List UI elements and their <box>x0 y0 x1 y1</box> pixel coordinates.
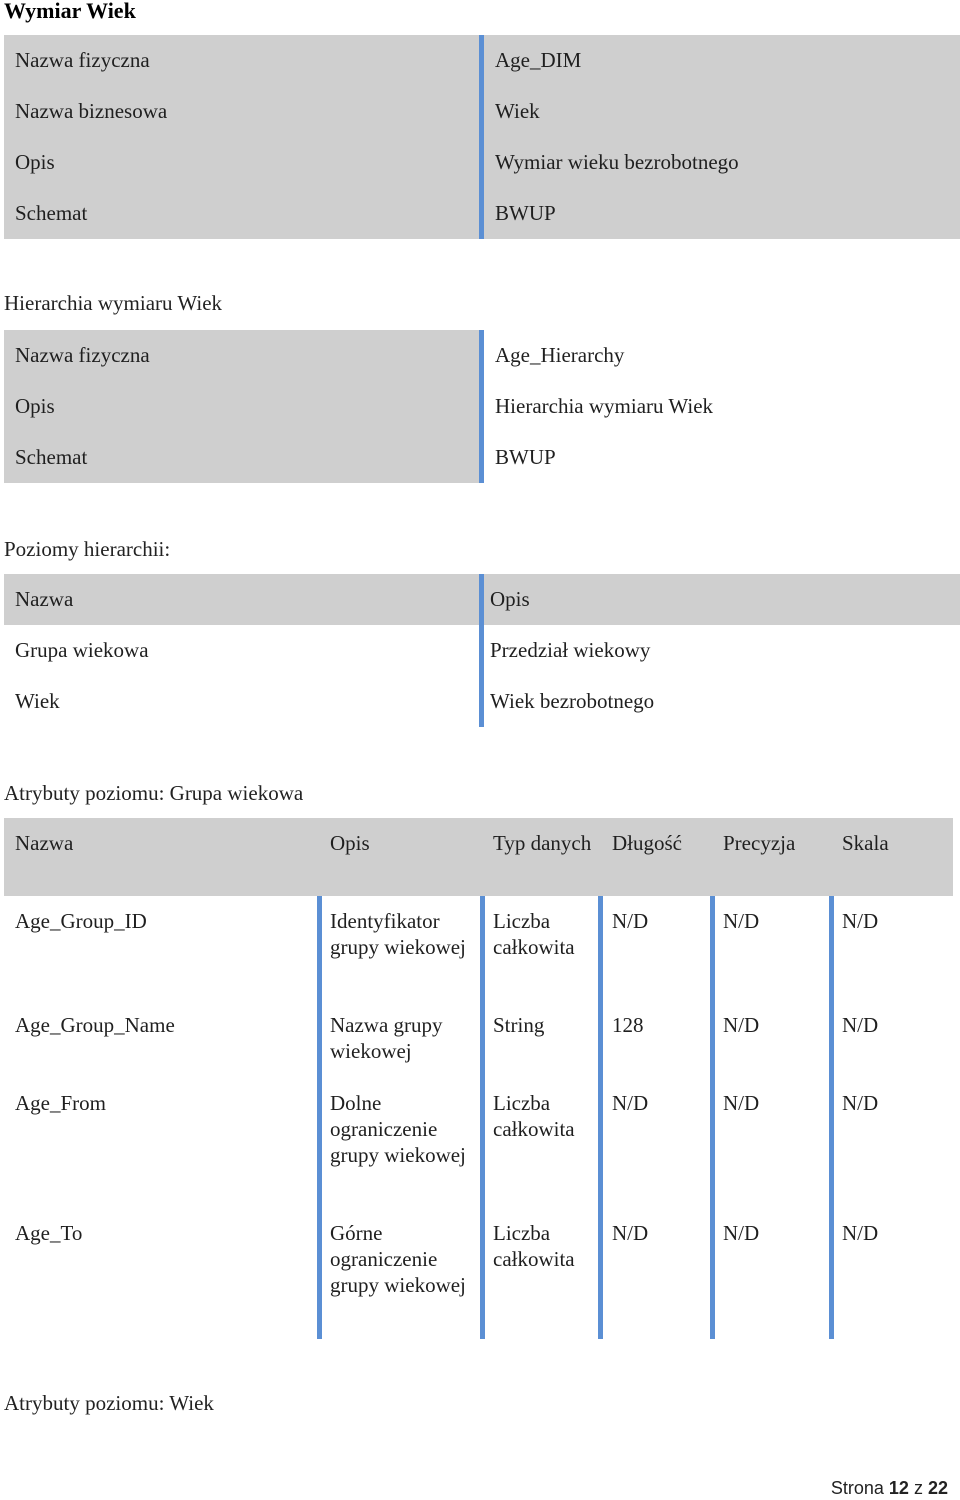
table-cell: Liczba całkowita <box>493 1221 575 1271</box>
table-row <box>4 1078 953 1208</box>
table-cell: N/D <box>723 1013 760 1037</box>
page-footer <box>831 1478 948 1499</box>
header-cell: Opis <box>490 587 530 611</box>
table-cell: N/D <box>612 1091 649 1115</box>
table-cell: Liczba całkowita <box>493 909 575 959</box>
table-cell: Wiek <box>15 689 60 713</box>
table-row <box>4 1208 953 1339</box>
table-cell: Grupa wiekowa <box>15 638 149 662</box>
table-cell: Age_Group_ID <box>15 909 147 933</box>
table-cell: N/D <box>612 1221 649 1245</box>
dimension-label: Schemat <box>15 201 88 225</box>
header-cell: Precyzja <box>723 831 796 855</box>
hierarchy-table <box>4 330 960 483</box>
table-cell: 128 <box>612 1013 644 1037</box>
table-cell: N/D <box>842 1221 879 1245</box>
dimension-value: Wymiar wieku bezrobotnego <box>495 150 739 174</box>
footer-separator: z <box>913 1478 923 1498</box>
table-cell: Age_From <box>15 1091 106 1115</box>
hierarchy-heading: Hierarchia wymiaru Wiek <box>4 291 223 315</box>
table-cell: N/D <box>842 1091 879 1115</box>
table-cell: Identyfikator grupy wiekowej <box>330 909 466 959</box>
table-cell: String <box>493 1013 545 1037</box>
dimension-values <box>479 35 960 239</box>
attributes-heading-2: Atrybuty poziomu: Wiek <box>4 1391 214 1415</box>
header-cell: Typ danych <box>493 831 592 855</box>
dimension-value: BWUP <box>495 201 556 225</box>
table-cell: N/D <box>723 1221 760 1245</box>
dimension-label: Opis <box>15 150 55 174</box>
dimension-value: Age_DIM <box>495 48 582 72</box>
table-cell: Wiek bezrobotnego <box>490 689 655 713</box>
footer-page-number: 12 <box>888 1478 909 1498</box>
footer-prefix: Strona <box>830 1478 884 1498</box>
table-cell: Nazwa grupy wiekowej <box>330 1013 443 1063</box>
hierarchy-value: Hierarchia wymiaru Wiek <box>495 394 714 418</box>
dimension-label: Nazwa biznesowa <box>15 99 168 123</box>
table-cell: N/D <box>612 909 649 933</box>
footer-total-pages: 22 <box>927 1478 948 1498</box>
dimension-table <box>4 35 960 239</box>
levels-heading: Poziomy hierarchii: <box>4 537 171 561</box>
attributes-header-row <box>4 818 953 896</box>
hierarchy-value: Age_Hierarchy <box>495 343 625 367</box>
table-cell: N/D <box>842 909 879 933</box>
dimension-labels <box>4 35 479 239</box>
table-cell: Przedział wiekowy <box>490 638 651 662</box>
hierarchy-label: Nazwa fizyczna <box>15 343 150 367</box>
table-cell: Górne ograniczenie grupy wiekowej <box>330 1221 466 1297</box>
header-cell: Skala <box>842 831 889 855</box>
header-cell: Nazwa <box>15 587 74 611</box>
hierarchy-value: BWUP <box>495 445 556 469</box>
column-divider <box>479 574 484 727</box>
hierarchy-label: Schemat <box>15 445 88 469</box>
table-cell: N/D <box>723 909 760 933</box>
attributes-table <box>4 818 953 1339</box>
hierarchy-labels <box>4 330 479 483</box>
table-row <box>4 896 953 1000</box>
dimension-label: Nazwa fizyczna <box>15 48 150 72</box>
table-row <box>4 1000 953 1078</box>
header-cell: Opis <box>330 831 370 855</box>
header-cell: Nazwa <box>15 831 74 855</box>
hierarchy-values <box>479 330 960 483</box>
table-cell: Age_Group_Name <box>15 1013 175 1037</box>
table-cell: Dolne ograniczenie grupy wiekowej <box>330 1091 466 1167</box>
dimension-value: Wiek <box>495 99 540 123</box>
hierarchy-label: Opis <box>15 394 55 418</box>
table-cell: Liczba całkowita <box>493 1091 575 1141</box>
levels-table <box>4 574 960 727</box>
page-title: Wymiar Wiek <box>4 0 136 23</box>
attributes-heading: Atrybuty poziomu: Grupa wiekowa <box>4 781 304 805</box>
table-cell: N/D <box>842 1013 879 1037</box>
table-cell: Age_To <box>15 1221 83 1245</box>
table-cell: N/D <box>723 1091 760 1115</box>
header-cell: Długość <box>612 831 682 855</box>
